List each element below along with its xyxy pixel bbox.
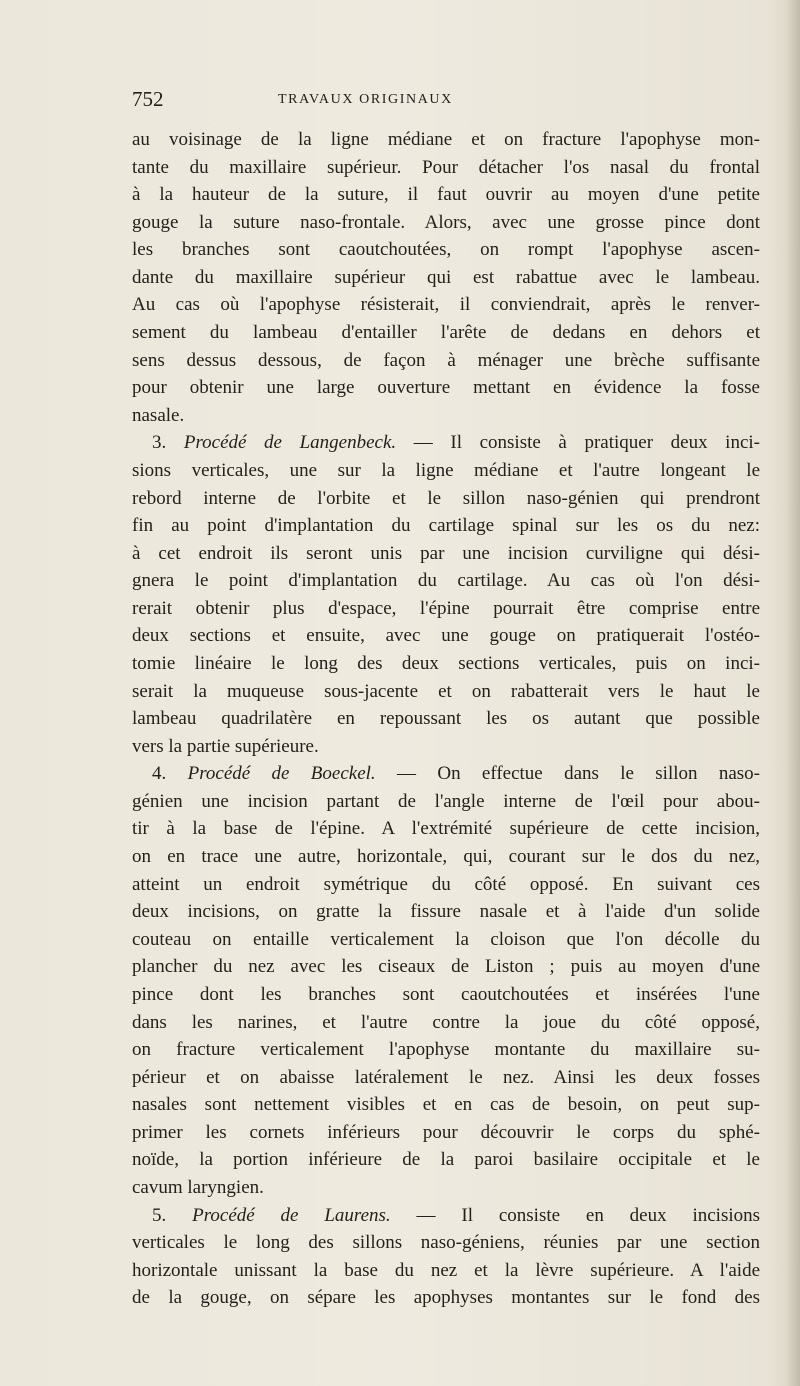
section-heading-boeckel [132,760,760,788]
text-line: gouge la suture naso-frontale. Alors, avec une grosse pince dont [132,211,760,233]
section-heading-langenbeck [132,429,760,457]
text-line: sement du lambeau d'entailler l'arête de dedans en dehors et [132,322,760,344]
section-number: 5. [152,1204,167,1226]
text-line: primer les cornets inférieurs pour découvrir le corps du sphé- [132,1121,760,1143]
text-line: rerait obtenir plus d'espace, l'épine pourrait être comprise entre [132,597,760,619]
text-line: lambeau quadrilatère en repoussant les os autant que possible [132,708,760,730]
text-line: de la gouge, on sépare les apophyses montantes sur le fond des [132,1287,760,1309]
text-line: au voisinage de la ligne médiane et on fracture l'apophyse mon- [132,129,760,150]
text-line: deux incisions, on gratte la fissure nasale et à l'aide d'un solide [132,901,760,923]
text-line: horizontale unissant la base du nez et la lèvre supérieure. A l'aide [132,1259,760,1281]
running-title: TRAVAUX ORIGINAUX [278,92,453,107]
text-line: Au cas où l'apophyse résisterait, il conviendrait, après le renver- [132,294,760,316]
text-line: à cet endroit ils seront unis par une incision curviligne qui dési- [132,542,760,564]
section-text: — On effectue dans le sillon naso- [397,763,761,785]
body-text [132,126,760,1312]
section-text: — Il consiste en deux incisions [416,1204,761,1226]
page-number: 752 [132,87,164,111]
section-heading-laurens [132,1202,760,1230]
text-line: on en trace une autre, horizontale, qui, courant sur le dos du nez, [132,846,760,868]
text-line: nasales sont nettement visibles et en cas de besoin, on peut sup- [132,1094,760,1116]
text-line: tir à la base de l'épine. A l'extrémité supérieure de cette incision, [132,818,760,840]
text-line: deux sections et ensuite, avec une gouge on pratiquerait l'ostéo- [132,625,760,647]
text-line: rebord interne de l'orbite et le sillon naso-génien qui prendront [132,487,760,509]
text-line: sions verticales, une sur la ligne médiane et l'autre longeant le [132,459,760,481]
text-line: gnera le point d'implantation du cartilage. Au cas où l'on dési- [132,570,760,592]
section-title: Procédé de Boeckel. [187,763,376,785]
text-line: périeur et on abaisse latéralement le nez. Ainsi les deux fosses [132,1066,760,1088]
text-line: sens dessus dessous, de façon à ménager une brèche suffisante [132,349,760,371]
text-line: génien une incision partant de l'angle interne de l'œil pour abou- [132,790,760,812]
section-title: Procédé de Langenbeck. [183,432,397,454]
text-line: serait la muqueuse sous-jacente et on rabatterait vers le haut le [132,680,760,702]
text-line: noïde, la portion inférieure de la paroi basilaire occipitale et le [132,1149,760,1171]
section-number: 3. [152,432,167,454]
text-line: nasale. [132,404,185,426]
text-line: fin au point d'implantation du cartilage spinal sur les os du nez: [132,515,760,537]
section-number: 4. [152,763,167,785]
text-line: atteint un endroit symétrique du côté opposé. En suivant ces [132,873,760,895]
text-line: pour obtenir une large ouverture mettant en évidence la fosse [132,377,760,399]
text-line: on fracture verticalement l'apophyse montante du maxillaire su- [132,1039,760,1061]
text-line: les branches sont caoutchoutées, on rompt l'apophyse ascen- [132,239,760,261]
text-line: verticales le long des sillons naso-géniens, réunies par une section [132,1232,760,1254]
text-line: vers la partie supérieure. [132,735,319,757]
section-text: — Il consiste à pratiquer deux inci- [413,432,760,454]
text-line: dante du maxillaire supérieur qui est rabattue avec le lambeau. [132,266,760,288]
text-line: dans les narines, et l'autre contre la joue du côté opposé, [132,1011,760,1033]
text-line: tante du maxillaire supérieur. Pour détacher l'os nasal du frontal [132,156,760,178]
text-line: tomie linéaire le long des deux sections verticales, puis on inci- [132,652,760,674]
text-line: à la hauteur de la suture, il faut ouvrir au moyen d'une petite [132,184,760,206]
page-header [132,84,760,114]
text-line: pince dont les branches sont caoutchoutées et insérées l'une [132,983,760,1005]
page-edge-shadow [786,0,800,1386]
text-line: cavum laryngien. [132,1176,264,1198]
text-line: plancher du nez avec les ciseaux de Liston ; puis au moyen d'une [132,956,760,978]
text-line: couteau on entaille verticalement la cloison que l'on décolle du [132,928,760,950]
section-title: Procédé de Laurens. [192,1204,391,1226]
